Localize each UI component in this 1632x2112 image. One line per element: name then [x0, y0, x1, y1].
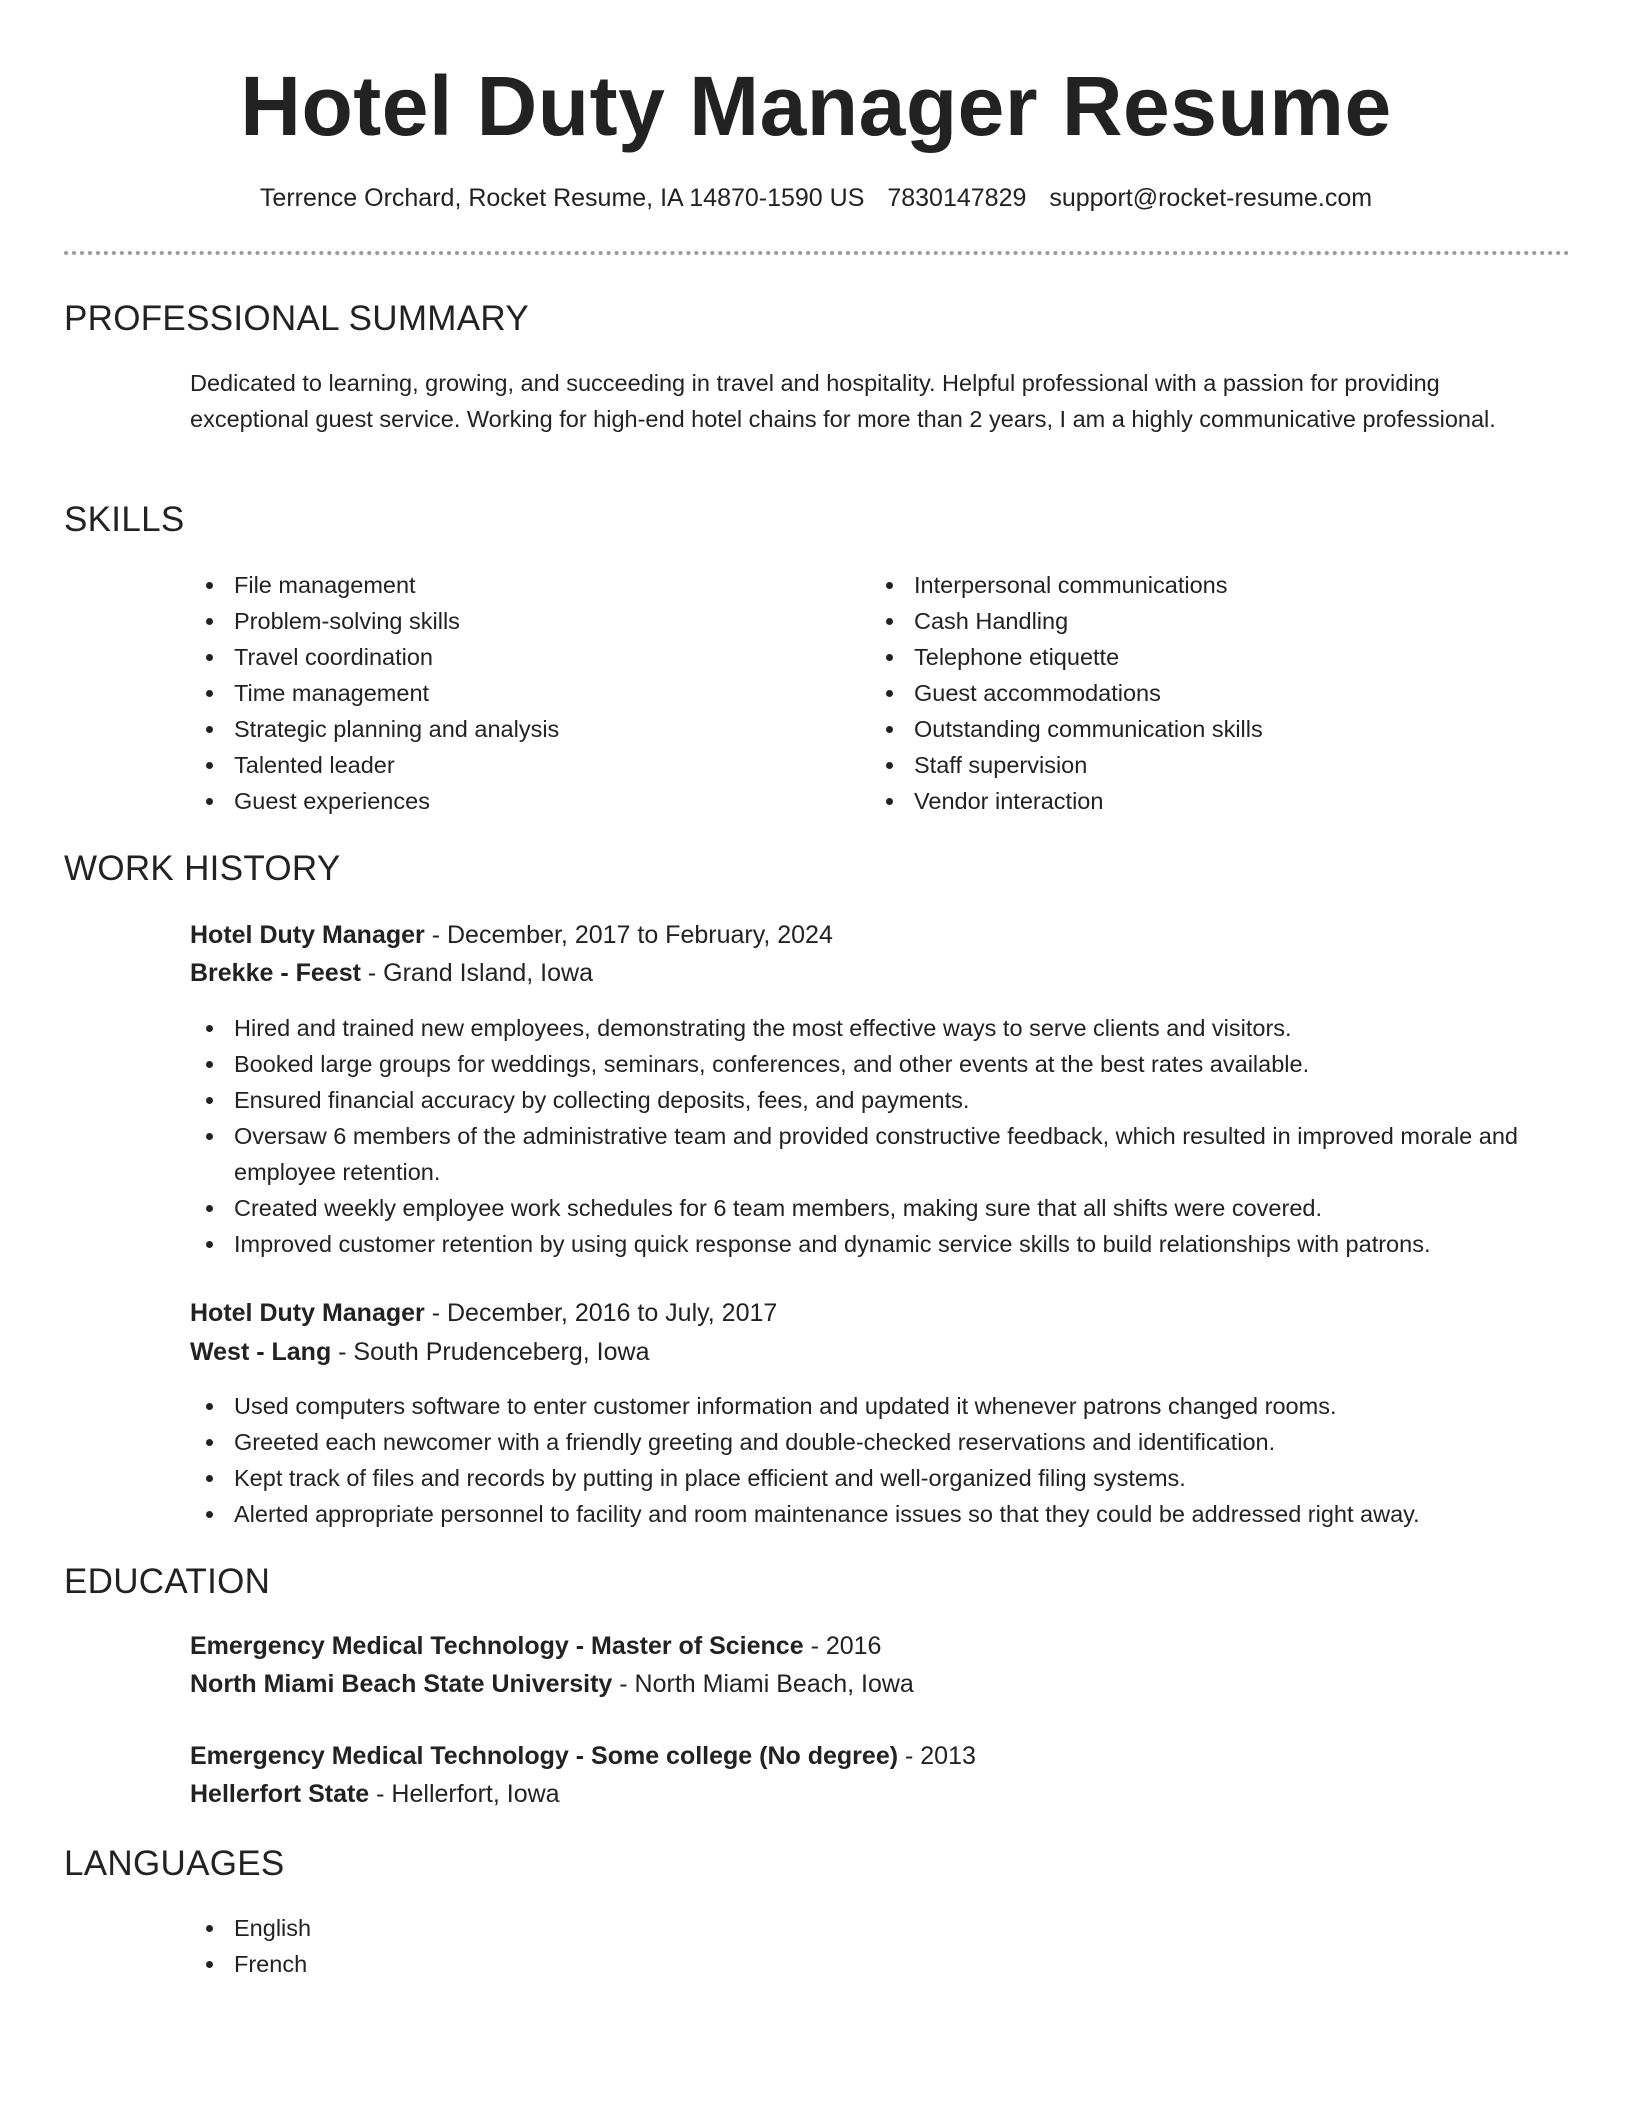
skill-item: Guest accommodations — [870, 675, 1570, 711]
job-bullet: Used computers software to enter customer information and updated it whenever patrons changed rooms. — [190, 1388, 1570, 1424]
job-bullet: Ensured financial accuracy by collecting deposits, fees, and payments. — [190, 1082, 1570, 1118]
skills-list-left — [190, 567, 850, 819]
job-title-line — [190, 917, 833, 953]
summary-text: Dedicated to learning, growing, and succeeding in travel and hospitality. Helpful professional with a passion for providing exceptional guest service. Working for high-end hotel chains for more than 2 years, I am a highly communicative professional. — [190, 370, 1496, 432]
skill-item: Talented leader — [190, 747, 850, 783]
skill-item: Travel coordination — [190, 639, 850, 675]
job-location: - Grand Island, Iowa — [360, 959, 593, 987]
job-dates: - December, 2016 to July, 2017 — [424, 1299, 778, 1327]
job-bullet: Greeted each newcomer with a friendly greeting and double-checked reservations and identification. — [190, 1424, 1570, 1460]
job-bullet: Improved customer retention by using quick response and dynamic service skills to build relationships with patrons. — [190, 1226, 1570, 1262]
skills-heading: SKILLS — [64, 500, 185, 539]
skill-item: Staff supervision — [870, 747, 1570, 783]
education-degree-line — [190, 1738, 976, 1774]
language-item: English — [190, 1910, 1570, 1946]
skill-item: Outstanding communication skills — [870, 711, 1570, 747]
skill-item: Strategic planning and analysis — [190, 711, 850, 747]
skill-item: Interpersonal communications — [870, 567, 1570, 603]
job-bullets — [190, 1388, 1570, 1532]
header-divider — [64, 251, 1570, 255]
work-heading: WORK HISTORY — [64, 849, 341, 888]
resume-title: Hotel Duty Manager Resume — [240, 59, 1392, 153]
language-item: French — [190, 1946, 1570, 1982]
education-school: North Miami Beach State University — [190, 1670, 613, 1698]
job-dates: - December, 2017 to February, 2024 — [424, 921, 833, 949]
contact-phone: 7830147829 — [887, 184, 1027, 212]
job-company-line — [190, 1334, 649, 1370]
education-degree-line — [190, 1628, 881, 1664]
skill-item: Vendor interaction — [870, 783, 1570, 819]
job-bullet: Oversaw 6 members of the administrative team and provided constructive feedback, which resulted in improved morale and employee retention. — [190, 1118, 1570, 1190]
education-degree: Emergency Medical Technology - Some college (No degree) — [190, 1742, 899, 1770]
skill-item: Cash Handling — [870, 603, 1570, 639]
languages-list — [190, 1910, 1570, 1982]
job-title: Hotel Duty Manager — [190, 1299, 425, 1327]
skill-item: Time management — [190, 675, 850, 711]
job-bullets — [190, 1010, 1570, 1262]
job-company: West - Lang — [190, 1338, 332, 1366]
skill-item: Telephone etiquette — [870, 639, 1570, 675]
skill-item: Problem-solving skills — [190, 603, 850, 639]
skills-list-right — [870, 567, 1570, 819]
contact-email: support@rocket-resume.com — [1049, 184, 1373, 212]
job-title-line — [190, 1295, 777, 1331]
job-bullet: Hired and trained new employees, demonstrating the most effective ways to serve clients and visitors. — [190, 1010, 1570, 1046]
summary-heading: PROFESSIONAL SUMMARY — [64, 299, 529, 338]
job-bullet: Alerted appropriate personnel to facility and room maintenance issues so that they could be addressed right away. — [190, 1496, 1570, 1532]
job-bullet: Booked large groups for weddings, seminars, conferences, and other events at the best rates available. — [190, 1046, 1570, 1082]
job-bullet: Kept track of files and records by putting in place efficient and well-organized filing systems. — [190, 1460, 1570, 1496]
education-location: - North Miami Beach, Iowa — [612, 1670, 914, 1698]
skill-item: File management — [190, 567, 850, 603]
education-heading: EDUCATION — [64, 1562, 271, 1601]
job-company-line — [190, 955, 593, 991]
education-year: - 2013 — [898, 1742, 976, 1770]
job-location: - South Prudenceberg, Iowa — [331, 1338, 650, 1366]
contact-address: Terrence Orchard, Rocket Resume, IA 14870-1590 US — [259, 184, 865, 212]
education-school: Hellerfort State — [190, 1780, 370, 1808]
job-title: Hotel Duty Manager — [190, 921, 425, 949]
languages-heading: LANGUAGES — [64, 1844, 285, 1883]
education-year: - 2016 — [803, 1632, 882, 1660]
job-bullet: Created weekly employee work schedules for 6 team members, making sure that all shifts were covered. — [190, 1190, 1570, 1226]
education-school-line — [190, 1666, 914, 1702]
education-school-line — [190, 1776, 560, 1812]
job-company: Brekke - Feest — [190, 959, 361, 987]
education-degree: Emergency Medical Technology - Master of Science — [190, 1632, 804, 1660]
contact-line — [0, 180, 1632, 216]
education-location: - Hellerfort, Iowa — [369, 1780, 560, 1808]
skill-item: Guest experiences — [190, 783, 850, 819]
